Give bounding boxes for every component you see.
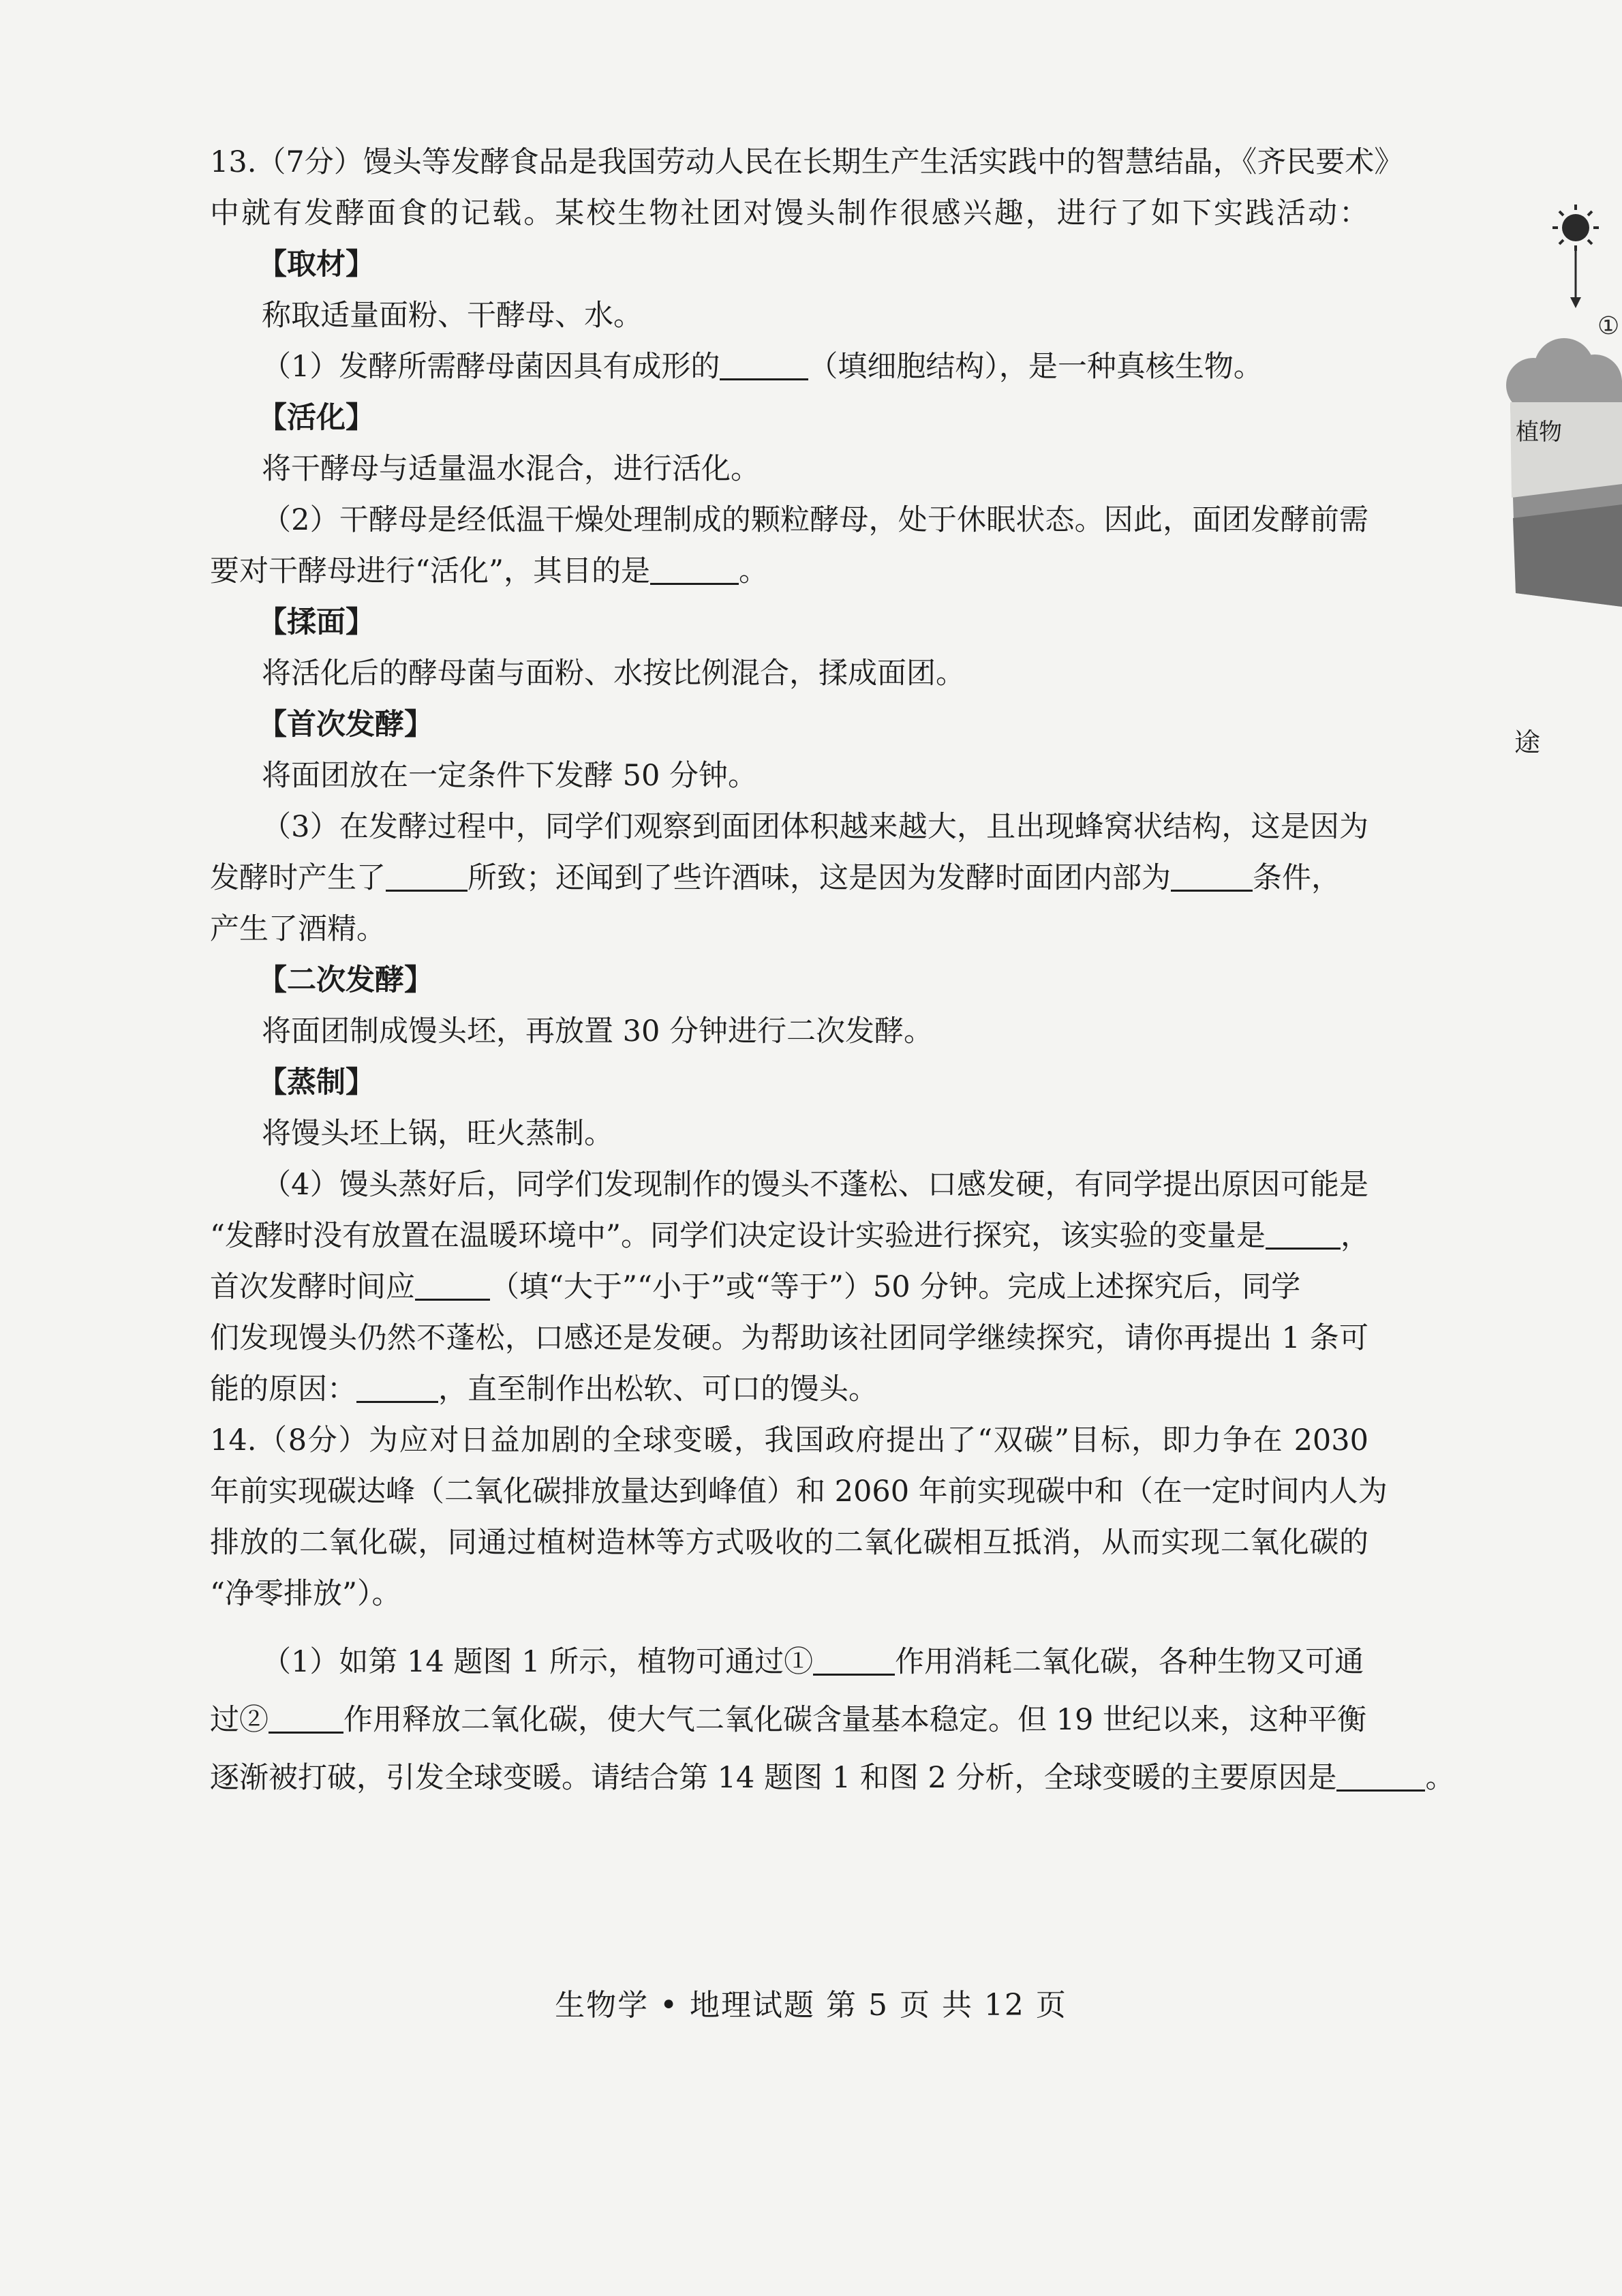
q14-part1-l2-prefix: 过② bbox=[210, 1703, 269, 1737]
q13-part1-suffix: （填细胞结构），是一种真核生物。 bbox=[808, 350, 1263, 384]
zhengzhi-text: 将馒头坯上锅，旺火蒸制。 bbox=[262, 1117, 613, 1151]
q13-part4-l2-prefix: “发酵时没有放置在温暖环境中”。同学们决定设计实验进行探究，该实验的变量是 bbox=[210, 1219, 1266, 1253]
shouci-text: 将面团放在一定条件下发酵 50 分钟。 bbox=[262, 759, 758, 793]
q14-part1-l3-prefix: 逐渐被打破，引发全球变暖。请结合第 14 题图 1 和图 2 分析，全球变暖的主要原因是 bbox=[210, 1761, 1337, 1795]
q14-part1-l1-suffix: 作用消耗二氧化碳，各种生物又可通 bbox=[895, 1645, 1364, 1679]
q13-part4-l3-suffix: （填“大于”“小于”或“等于”）50 分钟。完成上述探究后，同学 bbox=[490, 1270, 1301, 1304]
heading-erci-fajiao: 【二次发酵】 bbox=[258, 963, 433, 997]
page-footer: 生物学 • 地理试题 第 5 页 共 12 页 bbox=[555, 1988, 1067, 2023]
answer-blank[interactable] bbox=[1266, 1218, 1341, 1250]
heading-zhengzhi: 【蒸制】 bbox=[258, 1066, 375, 1100]
q13-part4-line-3 bbox=[210, 1267, 1368, 1308]
q13-part1 bbox=[210, 346, 1368, 387]
q13-part4-l3-prefix: 首次发酵时间应 bbox=[210, 1270, 415, 1304]
q13-part1-prefix: （1）发酵所需酵母菌因具有成形的 bbox=[262, 350, 720, 384]
answer-blank[interactable] bbox=[269, 1702, 343, 1734]
q13-part3-line-3: 产生了酒精。 bbox=[210, 912, 386, 946]
answer-blank[interactable] bbox=[1171, 860, 1253, 892]
q13-intro-line-2: 中就有发酵面食的记载。某校生物社团对馒头制作很感兴趣，进行了如下实践活动： bbox=[210, 196, 1368, 230]
erci-text: 将面团制成馒头坯，再放置 30 分钟进行二次发酵。 bbox=[262, 1014, 934, 1048]
arrow-down-icon bbox=[1570, 245, 1581, 308]
q13-part4-line-2 bbox=[210, 1215, 1368, 1256]
q14-part1-l1-prefix: （1）如第 14 题图 1 所示，植物可通过① bbox=[262, 1645, 814, 1679]
carbon-cycle-figure-fragment bbox=[1493, 198, 1622, 620]
answer-blank[interactable] bbox=[1336, 1759, 1425, 1792]
q14-part1-line-2 bbox=[210, 1700, 1368, 1740]
q14-intro-line-2: 年前实现碳达峰（二氧化碳排放量达到峰值）和 2060 年前实现碳中和（在一定时间内人为 bbox=[210, 1475, 1388, 1509]
step-circle-label: ① bbox=[1597, 312, 1620, 340]
answer-blank[interactable] bbox=[386, 860, 468, 892]
q13-part4-line-5 bbox=[210, 1369, 1368, 1410]
margin-cut-text: 途 bbox=[1514, 727, 1541, 757]
q13-part3-b: 所致；还闻到了些许酒味，这是因为发酵时面团内部为 bbox=[468, 861, 1171, 895]
answer-blank[interactable] bbox=[415, 1269, 490, 1301]
q13-part2-line-1: （2）干酵母是经低温干燥处理制成的颗粒酵母，处于休眠状态。因此，面团发酵前需 bbox=[262, 503, 1368, 537]
q13-part4-line-4: 们发现馒头仍然不蓬松，口感还是发硬。为帮助该社团同学继续探究，请你再提出 1 条可 bbox=[210, 1321, 1368, 1355]
cloud-icon bbox=[1506, 338, 1622, 412]
q13-part2-line-2 bbox=[210, 551, 1368, 592]
plant-label: 植物 bbox=[1516, 419, 1562, 446]
q13-part4-line-1: （4）馒头蒸好后，同学们发现制作的馒头不蓬松、口感发硬，有同学提出原因可能是 bbox=[262, 1168, 1368, 1202]
sun-icon bbox=[1552, 205, 1599, 251]
heading-qucai: 【取材】 bbox=[258, 247, 375, 282]
answer-blank[interactable] bbox=[356, 1371, 438, 1403]
q13-part2-suffix: 。 bbox=[738, 554, 768, 588]
heading-roumian: 【揉面】 bbox=[258, 605, 375, 639]
huohua-text: 将干酵母与适量温水混合，进行活化。 bbox=[262, 452, 760, 486]
heading-shouci-fajiao: 【首次发酵】 bbox=[258, 708, 433, 742]
q14-intro-line-4: “净零排放”）。 bbox=[210, 1577, 401, 1611]
q14-part1-l2-suffix: 作用释放二氧化碳，使大气二氧化碳含量基本稳定。但 19 世纪以来，这种平衡 bbox=[343, 1703, 1367, 1737]
q13-part3-line-2 bbox=[210, 858, 1368, 898]
q13-part4-l5-suffix: ，直至制作出松软、可口的馒头。 bbox=[438, 1372, 878, 1406]
q14-part1-line-1 bbox=[210, 1642, 1368, 1682]
q13-part3-a: 发酵时产生了 bbox=[210, 861, 386, 895]
q13-part3-c: 条件， bbox=[1253, 861, 1341, 895]
q14-part1-l3-suffix: 。 bbox=[1425, 1761, 1455, 1795]
q14-part1-line-3 bbox=[210, 1757, 1455, 1798]
answer-blank[interactable] bbox=[650, 553, 739, 585]
q13-part3-line-1: （3）在发酵过程中，同学们观察到面团体积越来越大，且出现蜂窝状结构，这是因为 bbox=[262, 810, 1368, 844]
q13-part2-prefix: 要对干酵母进行“活化”，其目的是 bbox=[210, 554, 650, 588]
q13-intro-line-1: 13.（7分）馒头等发酵食品是我国劳动人民在长期生产生活实践中的智慧结晶，《齐民要术》 bbox=[210, 145, 1404, 179]
qucai-text: 称取适量面粉、干酵母、水。 bbox=[262, 299, 643, 333]
answer-blank[interactable] bbox=[720, 348, 808, 380]
q13-part4-l2-suffix: ， bbox=[1340, 1219, 1370, 1253]
q14-intro-line-1: 14.（8分）为应对日益加剧的全球变暖，我国政府提出了“双碳”目标，即力争在 2030 bbox=[210, 1423, 1368, 1457]
roumian-text: 将活化后的酵母菌与面粉、水按比例混合，揉成面团。 bbox=[262, 656, 965, 691]
heading-huohua: 【活化】 bbox=[258, 401, 375, 435]
answer-blank[interactable] bbox=[813, 1644, 895, 1676]
q13-part4-l5-prefix: 能的原因： bbox=[210, 1372, 356, 1406]
q14-intro-line-3: 排放的二氧化碳，同通过植树造林等方式吸收的二氧化碳相互抵消，从而实现二氧化碳的 bbox=[210, 1526, 1368, 1560]
